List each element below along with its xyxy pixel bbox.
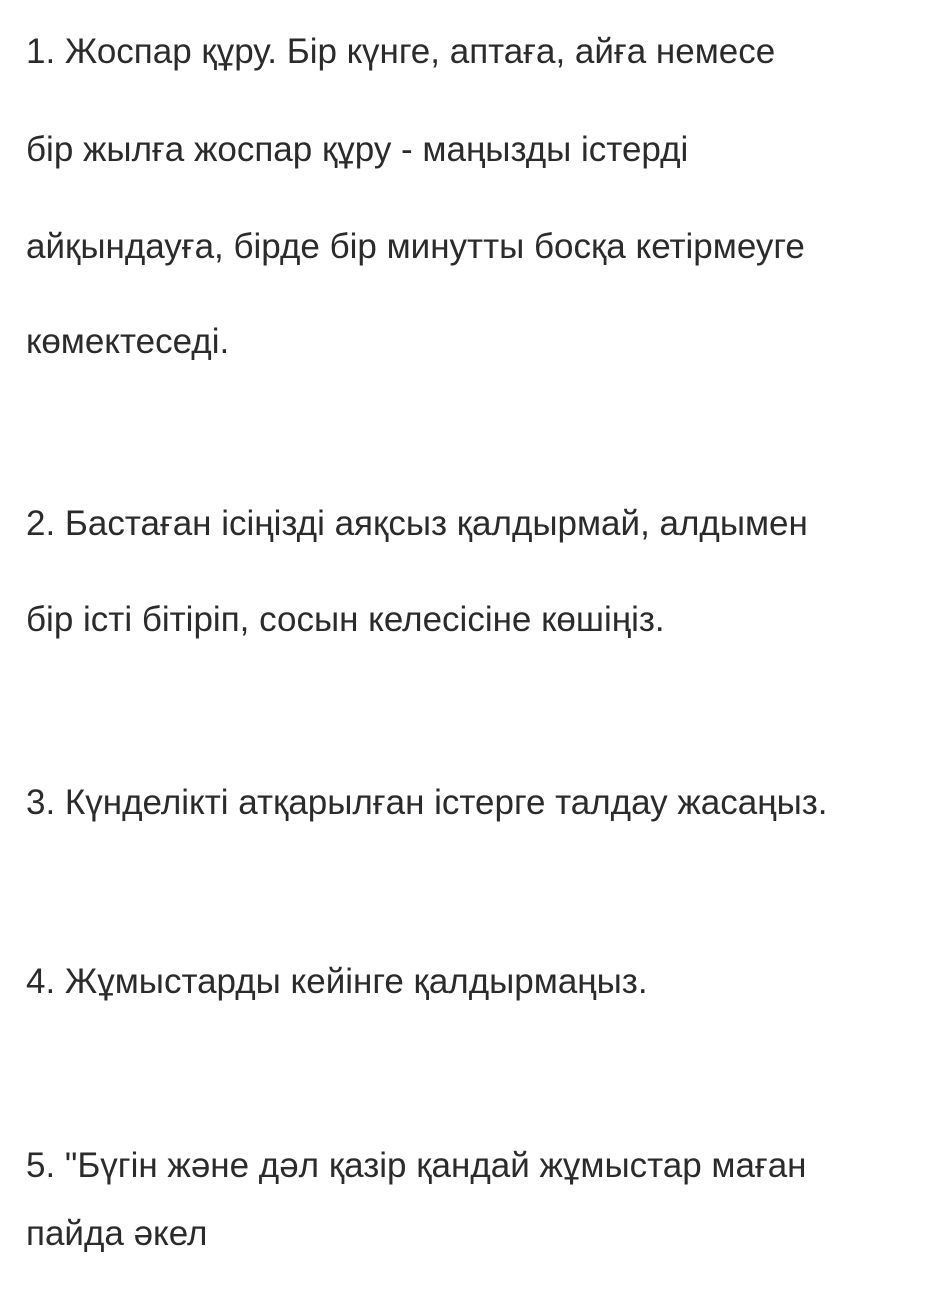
item-3-line-1: 3. Күнделікті атқарылған істерге талдау жасаңыз. (26, 783, 828, 822)
item-1-line-3: айқындауға, бірде бір минутты босқа кетірмеуге (26, 227, 805, 266)
item-5-line-2: пайда әкел (26, 1214, 208, 1253)
item-1-line-1: 1. Жоспар құру. Бір күнге, аптаға, айға немесе (26, 32, 776, 71)
item-5-line-1: 5. "Бүгін және дәл қазір қандай жұмыстар маған (26, 1146, 807, 1185)
item-4-line-1: 4. Жұмыстарды кейінге қалдырмаңыз. (26, 962, 648, 1001)
item-2-line-2: бір істі бітіріп, сосын келесісіне көшіңіз. (26, 600, 665, 639)
item-1-line-2: бір жылға жоспар құру - маңызды істерді (26, 130, 689, 169)
item-2-line-1: 2. Бастаған ісіңізді аяқсыз қалдырмай, алдымен (26, 504, 808, 543)
item-1-line-4: көмектеседі. (26, 322, 230, 361)
